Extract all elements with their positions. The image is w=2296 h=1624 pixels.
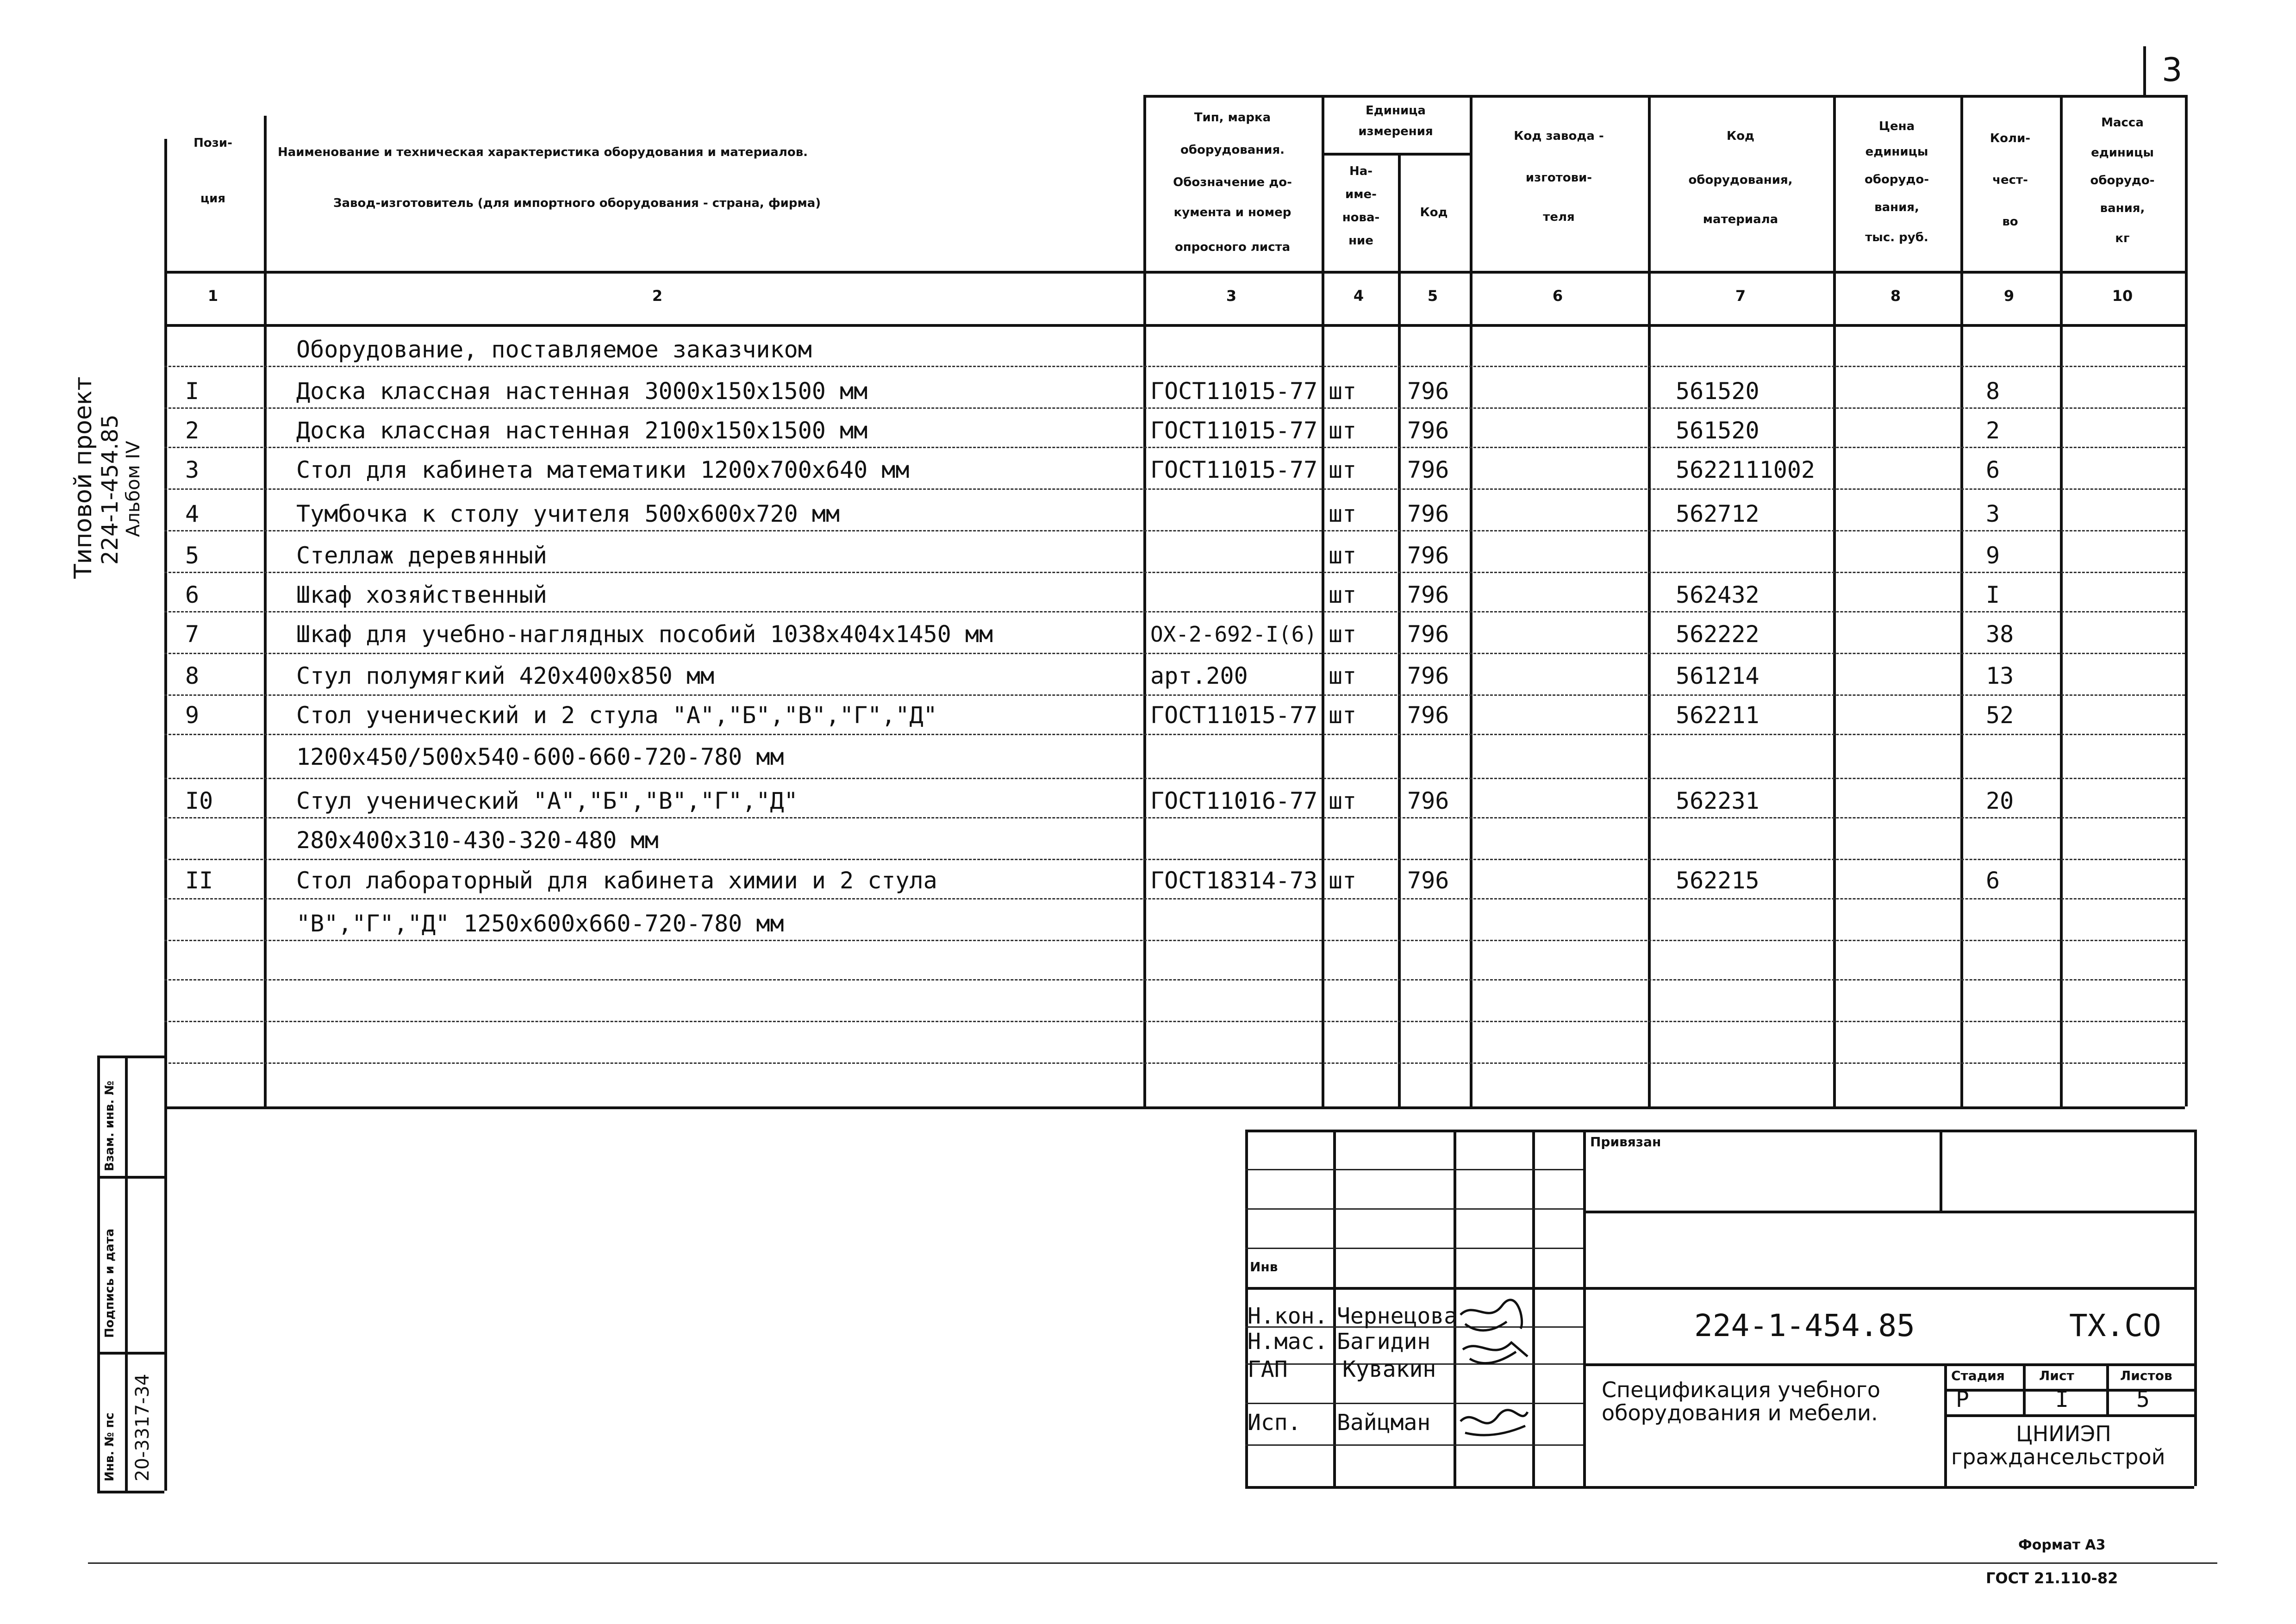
stage-value: Р — [1956, 1387, 1969, 1412]
header-type-2: оборудования. — [1180, 143, 1285, 157]
row-position: I0 — [185, 787, 213, 814]
header-price-5: тыс. руб. — [1865, 231, 1928, 244]
row-unit: шт — [1329, 542, 1357, 569]
row-unit: шт — [1329, 456, 1357, 483]
row-document: ОХ-2-692-I(6) — [1150, 622, 1317, 647]
side-stamp-code: 224-1-454.85 — [97, 414, 123, 565]
sheets-label: Листов — [2120, 1368, 2172, 1383]
row-unit: шт — [1329, 417, 1357, 444]
document-title-2: оборудования и мебели. — [1602, 1400, 1878, 1425]
signer-role: ГАП — [1248, 1356, 1288, 1382]
row-unit-code: 796 — [1407, 581, 1449, 608]
signer-role: Н.кон. — [1248, 1303, 1328, 1329]
header-price-4: вания, — [1874, 200, 1919, 214]
column-number: 4 — [1353, 287, 1364, 305]
row-name: 280х400х310-430-320-480 мм — [296, 827, 659, 854]
sheets-value: 5 — [2136, 1387, 2150, 1412]
header-name-1: Наименование и техническая характеристика оборудования и материалов. — [278, 145, 808, 159]
header-mass-2: единицы — [2091, 146, 2154, 160]
sheet-label: Лист — [2039, 1368, 2074, 1383]
header-position-1: Пози- — [193, 136, 232, 150]
header-factory-3: теля — [1543, 210, 1575, 224]
row-position: I — [185, 378, 200, 405]
side-stamp-project: Типовой проект — [69, 376, 97, 579]
row-document: арт.200 — [1150, 662, 1248, 689]
signer-name: Вайцман — [1337, 1410, 1431, 1436]
header-position-2: ция — [200, 192, 226, 206]
inv-short-label: Инв — [1250, 1259, 1278, 1274]
side-stamp — [69, 292, 162, 579]
header-mass-5: кг — [2115, 231, 2130, 245]
row-unit: шт — [1329, 621, 1357, 648]
header-type-3: Обозначение до- — [1173, 175, 1292, 189]
row-quantity: 52 — [1986, 702, 2014, 729]
row-document: ГОСТ18314-73 — [1150, 867, 1318, 894]
header-mass-1: Масса — [2101, 116, 2144, 130]
row-equip-code: 562712 — [1676, 500, 1759, 527]
row-quantity: 6 — [1986, 867, 2000, 894]
document-code: 224-1-454.85 — [1694, 1308, 1915, 1343]
row-position: 6 — [185, 581, 200, 608]
header-unit-code: Код — [1420, 206, 1448, 219]
header-name-2: Завод-изготовитель (для импортного оборудования - страна, фирма) — [333, 196, 821, 210]
header-price-2: единицы — [1865, 145, 1928, 159]
row-position: 8 — [185, 662, 200, 689]
column-number: 3 — [1226, 287, 1237, 305]
row-name: Шкаф хозяйственный — [296, 581, 547, 608]
row-name: Доска классная настенная 3000х150х1500 мм — [296, 378, 868, 405]
header-unit-name-4: ние — [1348, 234, 1373, 248]
row-document: ГОСТ11015-77 — [1150, 702, 1318, 729]
row-unit-code: 796 — [1407, 702, 1449, 729]
row-unit-code: 796 — [1407, 500, 1449, 527]
left-stamp-replace-label: Взам. инв. № — [103, 1081, 117, 1171]
header-equip-code-1: Код — [1726, 129, 1755, 143]
row-name: Стул полумягкий 420х400х850 мм — [296, 662, 715, 689]
row-name: Доска классная настенная 2100х150х1500 мм — [296, 417, 868, 444]
left-stamp-inv-value: 20-3317-34 — [132, 1374, 153, 1481]
page-number: 3 — [2162, 51, 2183, 89]
document-title-1: Спецификация учебного — [1602, 1377, 1880, 1402]
organization-2: граждансельстрой — [1951, 1444, 2165, 1469]
row-unit: шт — [1329, 787, 1357, 814]
header-type-1: Тип, марка — [1194, 111, 1271, 125]
row-name: Шкаф для учебно-наглядных пособий 1038х404х1450 мм — [296, 621, 993, 648]
header-unit-1: Единица — [1366, 104, 1426, 118]
row-unit-code: 796 — [1407, 378, 1449, 405]
row-unit: шт — [1329, 867, 1357, 894]
header-unit-name-1: На- — [1349, 164, 1373, 178]
row-equip-code: 562211 — [1676, 702, 1759, 729]
header-qty-2: чест- — [1992, 173, 2028, 187]
row-document: ГОСТ11015-77 — [1150, 417, 1318, 444]
row-position: 9 — [185, 702, 200, 729]
signature-marks — [1456, 1296, 1532, 1449]
header-mass-3: оборудо- — [2090, 174, 2155, 187]
column-number: 6 — [1552, 287, 1563, 305]
sheet-value: I — [2055, 1387, 2069, 1412]
header-unit-2: измерения — [1358, 125, 1433, 138]
header-unit-name-3: нова- — [1342, 211, 1380, 225]
header-factory-2: изготови- — [1525, 171, 1592, 185]
side-stamp-album: Альбом IV — [123, 441, 144, 537]
row-equip-code: 562215 — [1676, 867, 1759, 894]
header-price-3: оборудо- — [1864, 173, 1929, 187]
row-quantity: 2 — [1986, 417, 2000, 444]
header-equip-code-3: материала — [1703, 212, 1778, 226]
signer-name: Кувакин — [1342, 1356, 1436, 1382]
row-quantity: 20 — [1986, 787, 2014, 814]
row-equip-code: 5622111002 — [1676, 456, 1816, 483]
row-quantity: 13 — [1986, 662, 2014, 689]
signer-name: Багидин — [1337, 1329, 1431, 1355]
row-unit-code: 796 — [1407, 787, 1449, 814]
format-label: Формат А3 — [2018, 1537, 2106, 1553]
header-type-5: опросного листа — [1174, 240, 1291, 254]
section-title: Оборудование, поставляемое заказчиком — [296, 336, 812, 363]
row-quantity: 38 — [1986, 621, 2014, 648]
header-type-4: кумента и номер — [1173, 206, 1292, 219]
row-position: 5 — [185, 542, 200, 569]
row-quantity: 6 — [1986, 456, 2000, 483]
row-unit-code: 796 — [1407, 542, 1449, 569]
row-name: Стол лабораторный для кабинета химии и 2 стула — [296, 867, 937, 894]
signer-role: Исп. — [1248, 1410, 1301, 1436]
row-name: Стеллаж деревянный — [296, 542, 547, 569]
column-number: 1 — [207, 287, 218, 305]
row-unit: шт — [1329, 662, 1357, 689]
row-quantity: 3 — [1986, 500, 2000, 527]
row-quantity: 8 — [1986, 378, 2000, 405]
row-unit-code: 796 — [1407, 662, 1449, 689]
header-price-1: Цена — [1878, 119, 1915, 133]
row-name: Тумбочка к столу учителя 500х600х720 мм — [296, 500, 840, 527]
gost-label: ГОСТ 21.110-82 — [1986, 1569, 2118, 1587]
row-unit: шт — [1329, 581, 1357, 608]
row-equip-code: 561520 — [1676, 378, 1759, 405]
signer-name: Чернецова — [1337, 1303, 1458, 1329]
header-factory-1: Код завода - — [1514, 129, 1604, 143]
row-equip-code: 562222 — [1676, 621, 1759, 648]
row-quantity: I — [1986, 581, 2000, 608]
row-equip-code: 562231 — [1676, 787, 1759, 814]
row-document: ГОСТ11015-77 — [1150, 378, 1318, 405]
row-unit: шт — [1329, 702, 1357, 729]
row-position: 7 — [185, 621, 200, 648]
column-number: 7 — [1735, 287, 1746, 305]
left-stamp-sign-label: Подпись и дата — [103, 1228, 117, 1338]
row-unit-code: 796 — [1407, 456, 1449, 483]
column-number: 2 — [652, 287, 663, 305]
header-mass-4: вания, — [2100, 201, 2145, 215]
row-name: "В","Г","Д" 1250х600х660-720-780 мм — [296, 910, 784, 937]
row-name: Стол ученический и 2 стула "А","Б","В","Г","Д" — [296, 702, 937, 729]
row-name: 1200х450/500х540-600-660-720-780 мм — [296, 743, 784, 770]
header-qty-1: Коли- — [1990, 131, 2031, 145]
document-mark: ТХ.СО — [2069, 1308, 2161, 1343]
row-unit: шт — [1329, 500, 1357, 527]
column-number: 10 — [2112, 287, 2133, 305]
header-equip-code-2: оборудования, — [1688, 173, 1793, 187]
signer-role: Н.мас. — [1248, 1329, 1328, 1355]
header-qty-3: во — [2002, 215, 2018, 229]
column-number: 8 — [1890, 287, 1901, 305]
row-unit-code: 796 — [1407, 867, 1449, 894]
row-equip-code: 561520 — [1676, 417, 1759, 444]
row-position: 2 — [185, 417, 200, 444]
row-position: 4 — [185, 500, 200, 527]
row-equip-code: 562432 — [1676, 581, 1759, 608]
row-unit-code: 796 — [1407, 621, 1449, 648]
row-position: 3 — [185, 456, 200, 483]
stage-label: Стадия — [1951, 1368, 2005, 1383]
row-document: ГОСТ11015-77 — [1150, 456, 1318, 483]
header-unit-name-2: име- — [1345, 187, 1377, 201]
left-stamp-inv-label: Инв. № пс — [103, 1412, 117, 1481]
organization-1: ЦНИИЭП — [2016, 1421, 2111, 1446]
row-position: II — [185, 867, 213, 894]
row-quantity: 9 — [1986, 542, 2000, 569]
row-document: ГОСТ11016-77 — [1150, 787, 1318, 814]
privyazan-label: Привязан — [1590, 1134, 1661, 1149]
column-number: 9 — [2003, 287, 2015, 305]
row-unit: шт — [1329, 378, 1357, 405]
row-name: Стул ученический "А","Б","В","Г","Д" — [296, 787, 798, 814]
row-unit-code: 796 — [1407, 417, 1449, 444]
row-name: Стол для кабинета математики 1200х700х640 мм — [296, 456, 910, 483]
row-equip-code: 561214 — [1676, 662, 1759, 689]
column-number: 5 — [1427, 287, 1438, 305]
